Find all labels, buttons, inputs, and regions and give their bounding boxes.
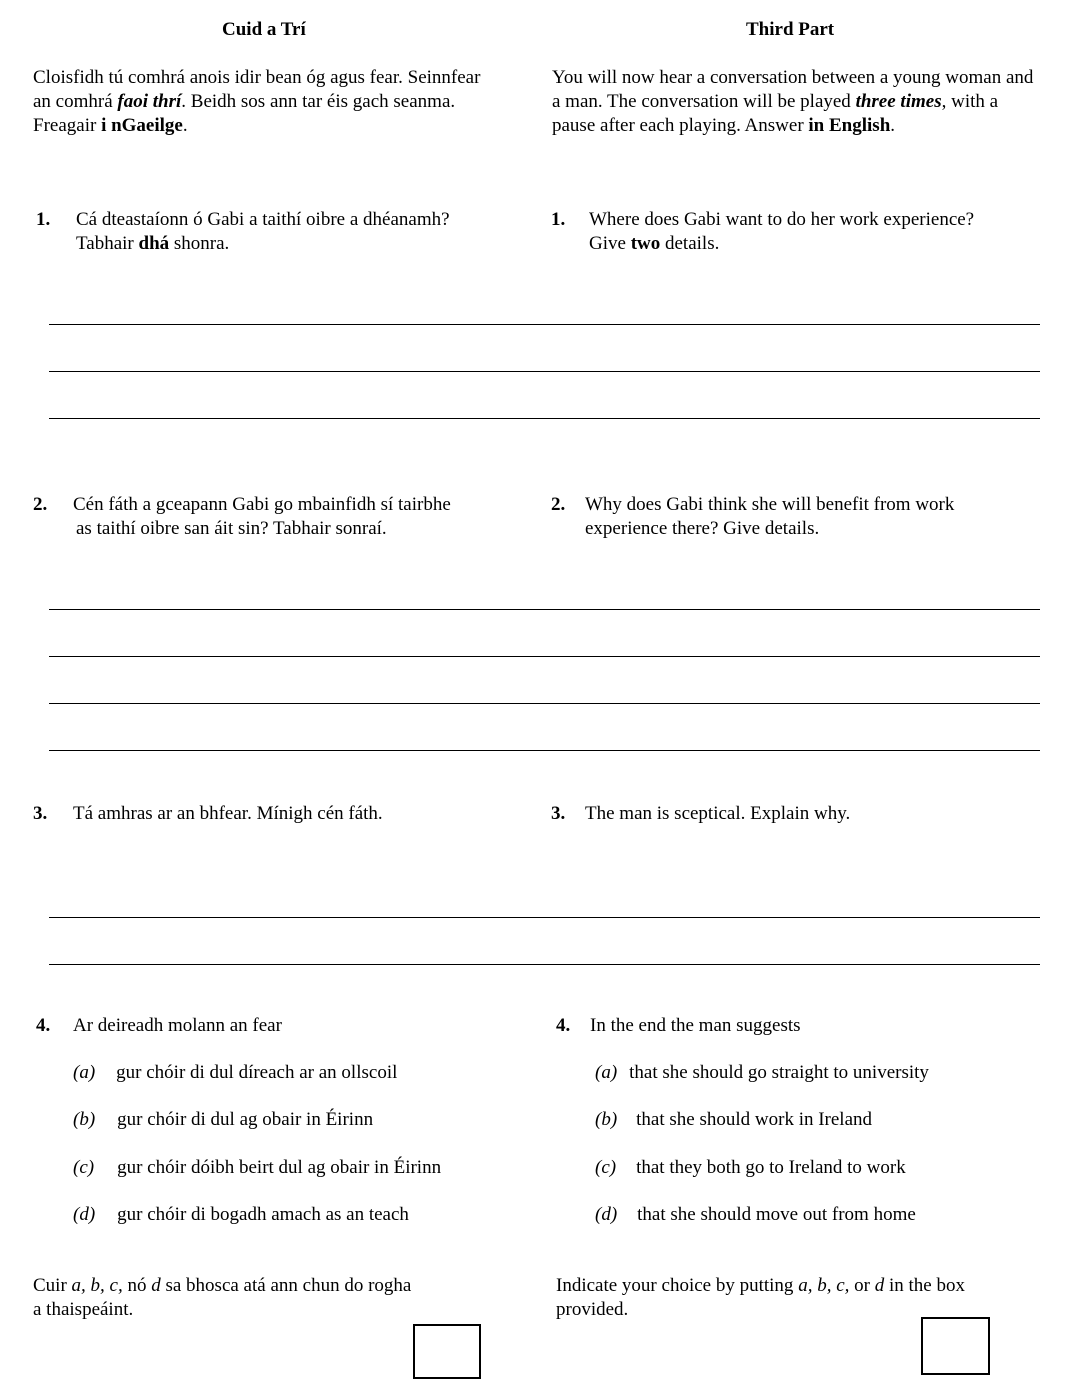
header-irish: Cuid a Trí <box>222 19 306 40</box>
q4-english-option-d-text: that she should move out from home <box>637 1204 916 1225</box>
choice-english-letters: a, b, c, <box>798 1275 850 1296</box>
intro-irish-emphasis: faoi thrí <box>117 91 182 112</box>
q2-irish-line2: as taithí oibre san áit sin? Tabhair sonraí. <box>76 518 387 539</box>
q1-answer-line-3[interactable] <box>49 418 1040 419</box>
q4-english-option-b <box>595 1108 872 1132</box>
choice-irish-line2: a thaispeáint. <box>33 1299 134 1320</box>
choice-english-line2: provided. <box>556 1299 629 1320</box>
q1-irish-line2-a: Tabhair <box>76 233 139 254</box>
intro-irish-text-2: . Beidh sos ann tar éis gach seanma. Freagair <box>33 91 456 136</box>
q2-answer-line-2[interactable] <box>49 656 1040 657</box>
choice-instruction-irish <box>33 1274 493 1322</box>
q2-answer-line-3[interactable] <box>49 703 1040 704</box>
q3-number-english: 3. <box>551 803 566 824</box>
q2-irish-line1: Cén fáth a gceapann Gabi go mbainfidh sí tairbhe <box>73 494 451 515</box>
intro-english-text-3: . <box>890 115 896 136</box>
q4-english-option-a-text: that she should go straight to university <box>629 1062 929 1083</box>
choice-irish-letter-d: d <box>151 1275 161 1296</box>
q4-irish-option-b <box>73 1108 373 1132</box>
q1-english-line2-a: Give <box>589 233 631 254</box>
q4-english-option-c-label: (c) <box>595 1157 617 1178</box>
q3-english-text: The man is sceptical. Explain why. <box>585 803 851 824</box>
q4-english-option-d <box>595 1203 916 1227</box>
q4-irish-option-d <box>73 1203 409 1227</box>
answer-box-irish[interactable] <box>413 1324 481 1379</box>
intro-irish-bold: i nGaeilge <box>101 115 183 136</box>
choice-english-text-2: or <box>849 1275 875 1296</box>
q1-irish-line1: Cá dteastaíonn ó Gabi a taithí oibre a dhéanamh? <box>76 209 450 230</box>
q4-irish-stem: Ar deireadh molann an fear <box>73 1015 282 1036</box>
q1-number-english: 1. <box>551 209 566 230</box>
q4-irish-option-c-label: (c) <box>73 1157 95 1178</box>
q3-irish-text: Tá amhras ar an bhfear. Mínigh cén fáth. <box>73 803 383 824</box>
q2-answer-line-4[interactable] <box>49 750 1040 751</box>
q4-english-option-d-label: (d) <box>595 1204 618 1225</box>
q4-irish-option-a <box>73 1061 397 1085</box>
intro-english-bold: in English <box>808 115 891 136</box>
q1-irish-line2 <box>76 232 229 256</box>
q4-english-option-a-label: (a) <box>595 1062 618 1083</box>
choice-irish-text-2: nó <box>122 1275 152 1296</box>
q4-irish-option-a-label: (a) <box>73 1062 96 1083</box>
q4-number-english: 4. <box>556 1015 571 1036</box>
intro-irish-text-1: Cloisfidh tú comhrá anois idir bean óg agus fear. Seinnfear an comhrá <box>33 67 481 112</box>
header-english: Third Part <box>746 19 835 40</box>
q1-english-line2 <box>589 232 719 256</box>
q4-number-irish: 4. <box>36 1015 51 1036</box>
q4-english-stem: In the end the man suggests <box>590 1015 801 1036</box>
q4-irish-option-d-label: (d) <box>73 1204 96 1225</box>
q1-number-irish: 1. <box>36 209 51 230</box>
choice-irish-letters: a, b, c, <box>71 1275 123 1296</box>
q4-irish-option-c <box>73 1156 441 1180</box>
choice-english-text-3: in the box <box>884 1275 965 1296</box>
q4-irish-option-c-text: gur chóir dóibh beirt dul ag obair in Éirinn <box>117 1157 442 1178</box>
q1-irish-bold: dhá <box>138 233 170 254</box>
q4-english-option-c-text: that they both go to Ireland to work <box>636 1157 906 1178</box>
choice-english-line1 <box>556 1274 1026 1298</box>
q2-answer-line-1[interactable] <box>49 609 1040 610</box>
q1-answer-line-2[interactable] <box>49 371 1040 372</box>
choice-english-text-1: Indicate your choice by putting <box>556 1275 799 1296</box>
answer-box-english[interactable] <box>921 1317 990 1375</box>
choice-irish-text-1: Cuir <box>33 1275 72 1296</box>
intro-english-text-1: You will now hear a conversation between a young woman and a man. The conversation will be played <box>552 67 1034 112</box>
q4-english-option-b-text: that she should work in Ireland <box>636 1109 873 1130</box>
q1-english-line1: Where does Gabi want to do her work experience? <box>589 209 975 230</box>
intro-irish <box>33 66 483 138</box>
choice-irish-line1 <box>33 1274 493 1298</box>
choice-english-letter-d: d <box>874 1275 885 1296</box>
q3-answer-line-1[interactable] <box>49 917 1040 918</box>
q1-irish-line2-b: shonra. <box>169 233 230 254</box>
intro-english-emphasis: three times <box>855 91 942 112</box>
q2-english-line2: experience there? Give details. <box>585 518 820 539</box>
q1-english-bold: two <box>630 233 661 254</box>
q2-number-english: 2. <box>551 494 566 515</box>
intro-irish-text-3: . <box>182 115 188 136</box>
q4-irish-option-b-text: gur chóir di dul ag obair in Éirinn <box>117 1109 374 1130</box>
q4-english-option-a <box>595 1061 929 1085</box>
q4-irish-option-a-text: gur chóir di dul díreach ar an ollscoil <box>116 1062 398 1083</box>
q2-english-line1: Why does Gabi think she will benefit from work <box>585 494 955 515</box>
q4-irish-option-b-label: (b) <box>73 1109 96 1130</box>
q1-english-line2-b: details. <box>660 233 720 254</box>
choice-instruction-english <box>556 1274 1026 1322</box>
intro-english-text-2: , with a pause after each playing. Answer <box>552 91 999 136</box>
q3-number-irish: 3. <box>33 803 48 824</box>
q1-answer-line-1[interactable] <box>49 324 1040 325</box>
q4-english-option-c <box>595 1156 906 1180</box>
q4-english-option-b-label: (b) <box>595 1109 618 1130</box>
q2-number-irish: 2. <box>33 494 48 515</box>
choice-irish-text-3: sa bhosca atá ann chun do rogha <box>160 1275 412 1296</box>
q4-irish-option-d-text: gur chóir di bogadh amach as an teach <box>117 1204 409 1225</box>
intro-english <box>552 66 1037 138</box>
q3-answer-line-2[interactable] <box>49 964 1040 965</box>
